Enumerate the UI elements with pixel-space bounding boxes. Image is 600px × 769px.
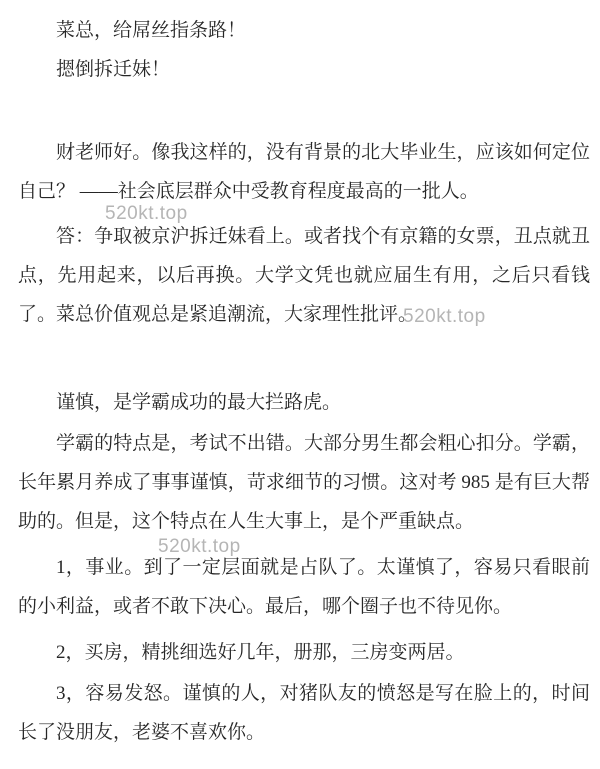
answer-paragraph: 答：争取被京沪拆迁妹看上。或者找个有京籍的女票，丑点就丑点，先用起来，以后再换。大学文凭也就应届生有用，之后只看钱了。菜总价值观总是紧追潮流，大家理性批评。	[18, 226, 590, 325]
list-item-2: 2，买房，精挑细选好几年，册那，三房变两居。	[56, 642, 465, 663]
blank-gap	[18, 89, 590, 133]
section-title: 谨慎，是学霸成功的最大拦路虎。	[56, 392, 342, 413]
heading-line-2: 摁倒拆迁妹！	[56, 59, 171, 80]
body-paragraph: 学霸的特点是，考试不出错。大部分男生都会粗心扣分。学霸，长年累月养成了事事谨慎，苛求细节的习惯。这对考 985 是有巨大帮助的。但是，这个特点在人生大事上，是个严重缺点。	[18, 433, 590, 532]
question-paragraph: 财老师好。像我这样的，没有背景的北大毕业生，应该如何定位自己？ ——社会底层群众中受教育程度最高的一批人。	[18, 142, 590, 202]
list-item-3: 3，容易发怒。谨慎的人，对猪队友的愤怒是写在脸上的，时间长了没朋友，老婆不喜欢你。	[18, 683, 590, 743]
watermark: 520kt.top	[158, 536, 241, 557]
heading-line-1: 菜总，给屌丝指条路！	[56, 20, 247, 41]
watermark: 520kt.top	[105, 203, 188, 224]
watermark: 520kt.top	[403, 306, 486, 327]
list-item-1: 1，事业。到了一定层面就是占队了。太谨慎了，容易只看眼前的小利益，或者不敢下决心。最后，哪个圈子也不待见你。	[18, 557, 590, 617]
blank-gap	[18, 334, 590, 383]
